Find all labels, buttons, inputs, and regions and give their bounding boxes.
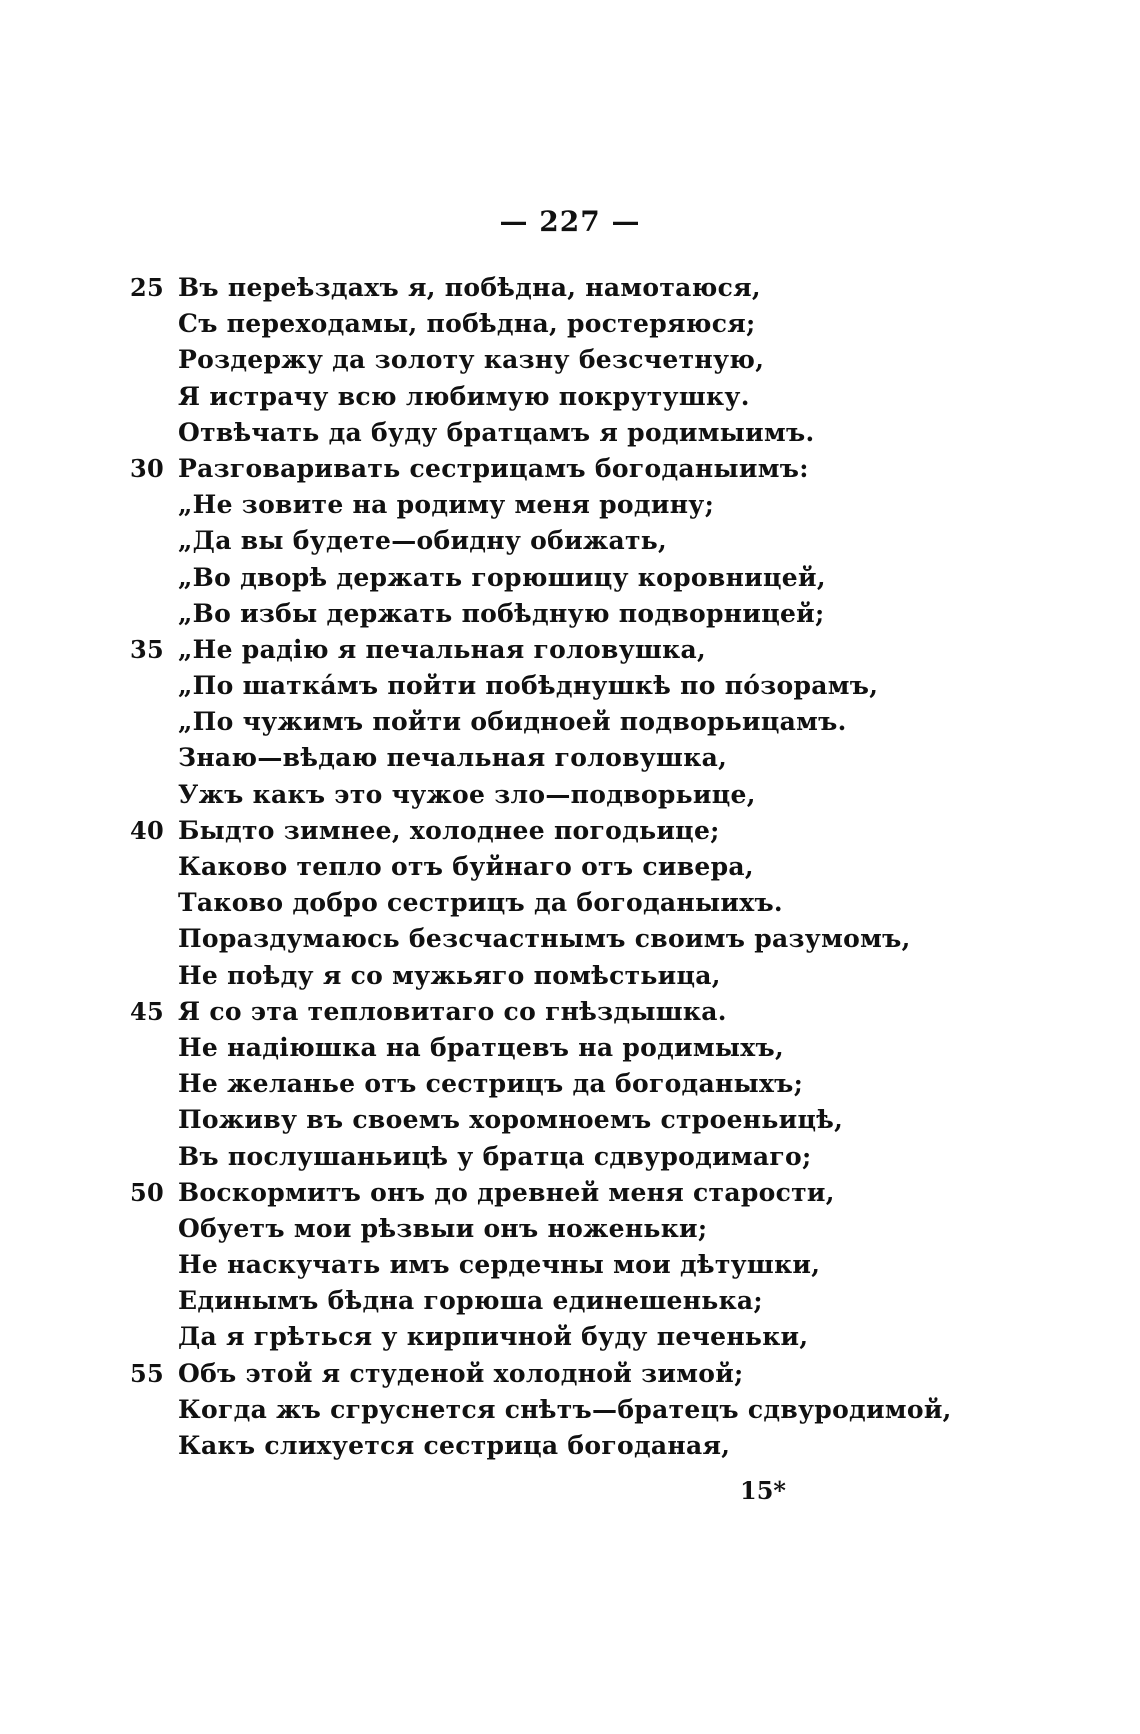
line-text: Объ этой я студеной холодной зимой; [178, 1358, 744, 1388]
line-text: Пораздумаюсь безсчастнымъ своимъ разумомъ, [178, 924, 911, 954]
verse-line [130, 523, 830, 559]
line-text: „По чужимъ пойти обидноей подворьицамъ. [178, 707, 847, 737]
line-text: Не надіюшка на братцевъ на родимыхъ, [178, 1032, 784, 1062]
verse-line [130, 813, 830, 849]
line-number: 35 [130, 634, 164, 664]
verse-block [130, 270, 952, 1464]
verse-line [130, 270, 830, 306]
verse-line [130, 668, 879, 704]
verse-line [130, 1175, 835, 1211]
line-text: Въ послушаньицѣ у братца сдвуродимаго; [178, 1141, 812, 1171]
line-number: 50 [130, 1177, 164, 1207]
line-text: Не поѣду я со мужьяго помѣстьица, [178, 960, 721, 990]
verse-line [130, 1066, 830, 1102]
line-text: Единымъ бѣдна горюша единешенька; [178, 1286, 763, 1316]
verse-line [130, 451, 830, 487]
line-text: „Не зовите на родиму меня родину; [178, 490, 715, 520]
verse-line [130, 1102, 844, 1138]
line-text: Воскормитъ онъ до древней меня старости, [178, 1177, 835, 1207]
line-number: 45 [130, 996, 164, 1026]
verse-line [130, 1319, 830, 1355]
verse-line [130, 596, 830, 632]
line-text: Ужъ какъ это чужое зло—подворьице, [178, 779, 756, 809]
line-text: Когда жъ сгруснется снѣтъ—братецъ сдвуродимой, [178, 1394, 952, 1424]
line-text: Знаю—вѣдаю печальная головушка, [178, 743, 728, 773]
verse-line [130, 487, 830, 523]
line-text: „Да вы будете—обидну обижать, [178, 526, 668, 556]
line-text: Поживу въ своемъ хоромноемъ строеньицѣ, [178, 1105, 844, 1135]
line-number: 30 [130, 453, 164, 483]
verse-line [130, 306, 830, 342]
line-text: Я истрачу всю любимую покрутушку. [178, 381, 750, 411]
line-text: Какъ слихуется сестрица богоданая, [178, 1431, 731, 1460]
line-number: 40 [130, 815, 164, 845]
verse-line [130, 342, 830, 378]
line-text: Таково добро сестрицъ да богоданыихъ. [178, 888, 783, 918]
verse-line [130, 1283, 830, 1319]
line-text: Я со эта тепловитаго со гнѣздышка. [178, 996, 727, 1026]
verse-line [130, 704, 847, 740]
verse-line [130, 777, 830, 813]
line-text: Съ переходамы, побѣдна, ростеряюся; [178, 309, 756, 339]
signature-mark: 15* [740, 1476, 786, 1505]
verse-line [130, 1139, 830, 1175]
verse-line [130, 415, 830, 451]
page-number: — 227 — [499, 205, 641, 238]
line-text: Быдто зимнее, холоднее погодьице; [178, 815, 720, 845]
line-text: „По шаткáмъ пойти побѣднушкѣ по пóзорамъ, [178, 671, 879, 701]
line-text: Не наскучать имъ сердечны мои дѣтушки, [178, 1250, 821, 1280]
verse-line [130, 1356, 830, 1392]
line-text: Роздержу да золоту казну безсчетную, [178, 345, 765, 375]
verse-line [130, 379, 830, 415]
line-number: 25 [130, 273, 164, 302]
verse-line [130, 560, 830, 596]
line-text: Разговаривать сестрицамъ богоданыимъ: [178, 453, 809, 483]
verse-line [130, 1428, 830, 1464]
line-text: „Не радію я печальная головушка, [178, 634, 707, 664]
line-text: „Во дворѣ держать горюшицу коровницей, [178, 562, 826, 592]
line-text: Отвѣчать да буду братцамъ я родимыимъ. [178, 417, 815, 447]
verse-line [130, 921, 911, 957]
verse-line [130, 1211, 830, 1247]
verse-line [130, 849, 830, 885]
verse-line [130, 885, 830, 921]
line-text: Да я грѣться у кирпичной буду печеньки, [178, 1322, 809, 1352]
verse-line [130, 740, 830, 776]
line-text: Въ переѣздахъ я, побѣдна, намотаюся, [178, 273, 761, 302]
line-text: „Во избы держать побѣдную подворницей; [178, 598, 825, 628]
line-number: 55 [130, 1358, 164, 1388]
line-text: Обуетъ мои рѣзвыи онъ ноженьки; [178, 1213, 708, 1243]
line-text: Не желанье отъ сестрицъ да богоданыхъ; [178, 1069, 804, 1099]
line-text: Каково тепло отъ буйнаго отъ сивера, [178, 852, 754, 881]
verse-line [130, 1030, 830, 1066]
verse-line [130, 1247, 830, 1283]
verse-line [130, 632, 830, 668]
verse-line [130, 1392, 952, 1428]
verse-line [130, 994, 830, 1030]
verse-line [130, 958, 830, 994]
